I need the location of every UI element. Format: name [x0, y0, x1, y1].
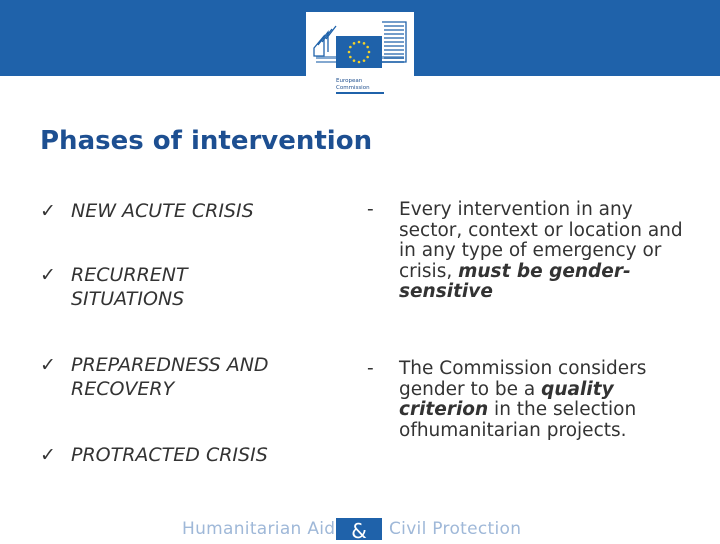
list-item: [40, 443, 340, 467]
statement-text-before: The Commission considers gender to be a: [399, 358, 647, 400]
item-line: RECURRENT: [71, 264, 188, 286]
flag-star: [349, 46, 352, 49]
check-icon: ✓: [40, 264, 56, 286]
flag-star: [363, 42, 366, 45]
check-icon: ✓: [40, 354, 56, 376]
flag-star: [368, 51, 371, 54]
item-line: PREPAREDNESS AND: [71, 354, 269, 376]
list-item: [40, 263, 340, 311]
item-line: RECOVERY: [71, 378, 175, 400]
item-line: NEW ACUTE CRISIS: [71, 200, 254, 222]
list-item: [40, 353, 340, 401]
item-line: SITUATIONS: [71, 288, 185, 310]
footer-ampersand: &: [336, 518, 382, 540]
flag-star: [363, 59, 366, 62]
statement-text-after: in the selection ofhumanitarian projects.: [399, 399, 637, 441]
statement-gender-sensitive: [367, 200, 687, 303]
european-commission-logo: [306, 12, 414, 100]
flag-star: [348, 51, 351, 54]
list-item: [40, 199, 340, 223]
flag-star: [366, 56, 369, 59]
check-icon: ✓: [40, 200, 56, 222]
footer-civil-protection: Civil Protection: [389, 519, 522, 539]
statement-text: Every intervention in any sector, context or location and in any type of emergency or crisis,: [399, 199, 683, 282]
footer-humanitarian-aid: Humanitarian Aid: [182, 519, 336, 539]
check-icon: ✓: [40, 444, 56, 466]
dash-bullet: -: [367, 358, 374, 379]
statement-emphasis: quality criterion: [399, 378, 614, 420]
page-title: Phases of intervention: [40, 126, 373, 156]
footer: [0, 518, 720, 543]
flag-star: [366, 46, 369, 49]
flag-star: [349, 56, 352, 59]
flag-star: [353, 42, 356, 45]
statement-quality-criterion: [367, 359, 687, 441]
logo-text: [336, 78, 396, 91]
dash-bullet: -: [367, 199, 374, 220]
item-line: PROTRACTED CRISIS: [71, 444, 268, 466]
logo-line-1: European: [336, 78, 363, 84]
flag-star: [353, 59, 356, 62]
statement-emphasis: must be gender-sensitive: [399, 260, 631, 302]
logo-line-2: Commission: [336, 84, 370, 91]
flag-star: [358, 61, 361, 64]
flag-star: [358, 41, 361, 44]
